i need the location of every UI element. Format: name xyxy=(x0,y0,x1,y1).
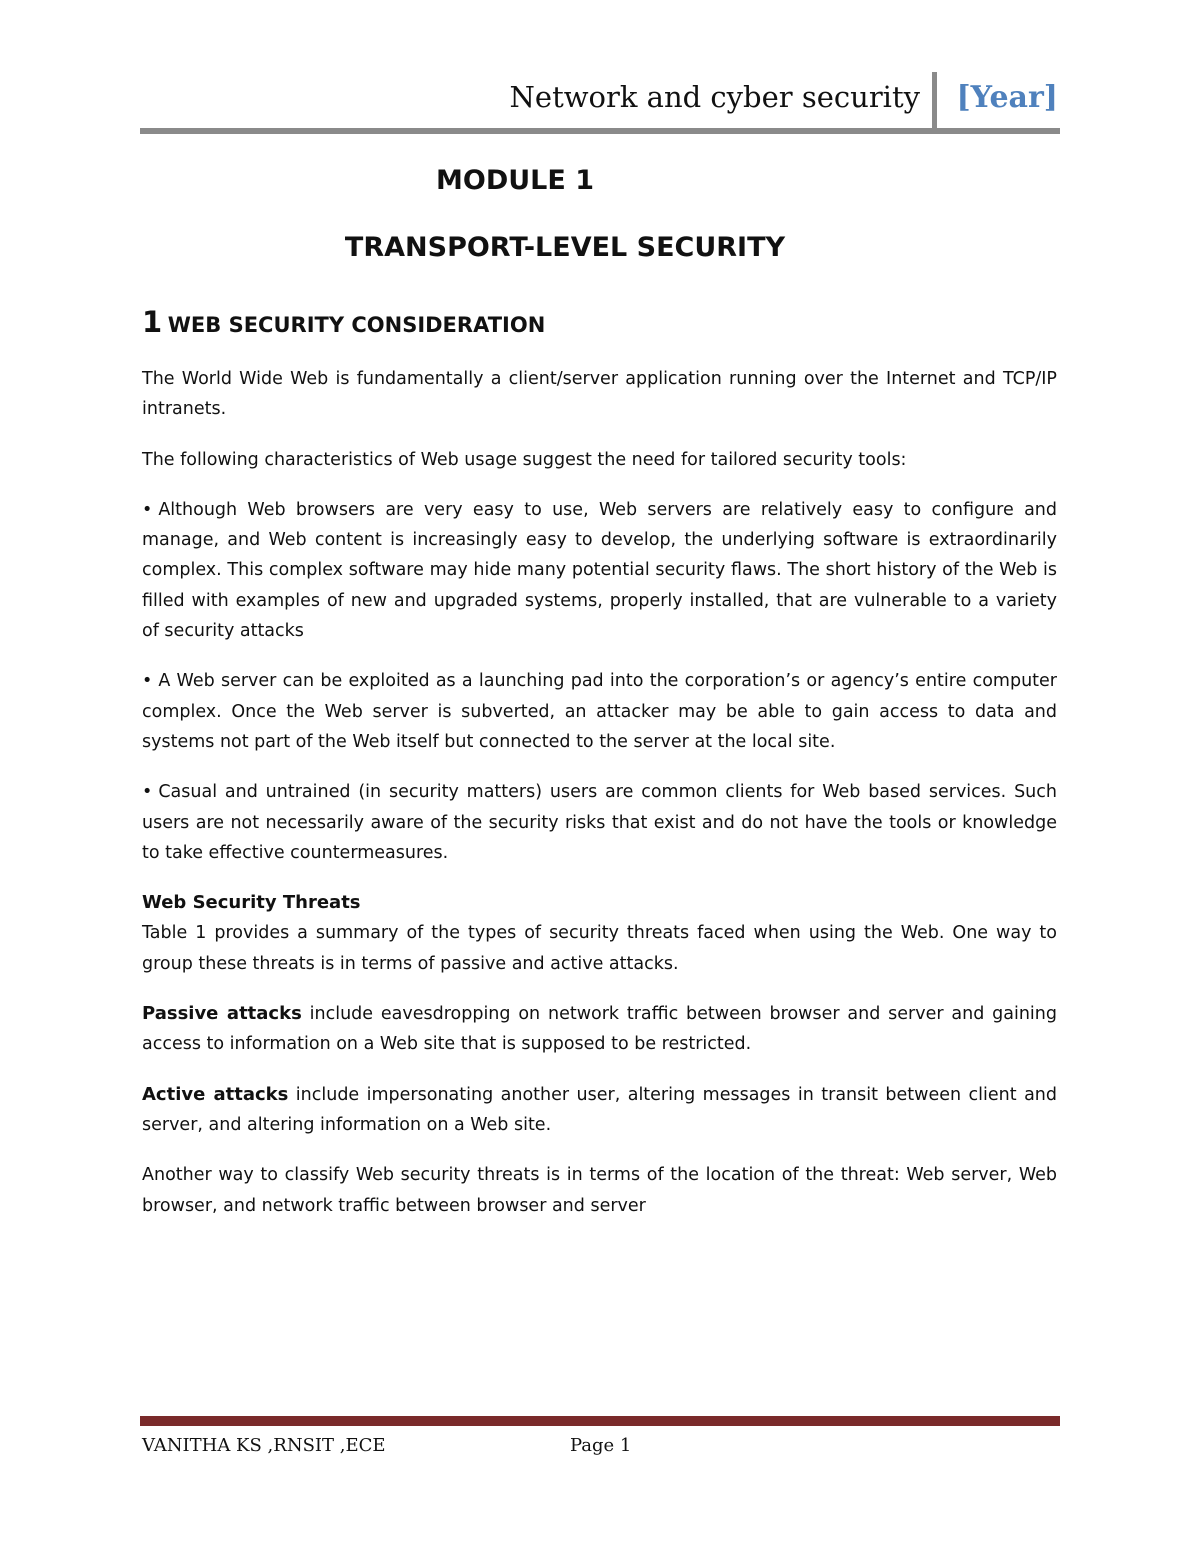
section-heading xyxy=(142,305,545,339)
bullet-icon: • xyxy=(142,782,153,803)
chapter-title: TRANSPORT-LEVEL SECURITY xyxy=(344,232,786,263)
footer-rule xyxy=(140,1416,1060,1426)
paragraph-intro: The World Wide Web is fundamentally a client/server application running over the Internet and TCP/IP intranets. xyxy=(142,369,1057,420)
passive-term: Passive attacks xyxy=(142,1003,302,1025)
paragraph-passive xyxy=(142,999,1057,1060)
bullet-text-3: Casual and untrained (in security matters) users are common clients for Web based services. Such users are not necessarily aware of the security risks that exist and do not have the tools or knowledge to take effective countermeasures. xyxy=(142,782,1057,863)
module-title: MODULE 1 xyxy=(436,165,594,196)
bullet-item-1 xyxy=(142,495,1057,646)
paragraph-active xyxy=(142,1080,1057,1141)
paragraph-classify: Another way to classify Web security threats is in terms of the location of the threat: Web server, Web browser, and network traffic between browser and server xyxy=(142,1165,1057,1216)
header-year: [Year] xyxy=(956,80,1058,115)
passive-text: include eavesdropping on network traffic between browser and server and gaining access to information on a Web site that is supposed to be restricted. xyxy=(142,1004,1057,1055)
document-body xyxy=(142,364,1057,1241)
active-text: include impersonating another user, altering messages in transit between client and server, and altering information on a Web site. xyxy=(142,1084,1057,1135)
footer-page-number: Page 1 xyxy=(570,1435,632,1456)
bullet-text-2: A Web server can be exploited as a launching pad into the corporation’s or agency’s entire computer complex. Once the Web server is subverted, an attacker may be able to gain access to data and systems not part of the Web itself but connected to the server at the local site. xyxy=(142,671,1057,752)
active-term: Active attacks xyxy=(142,1083,289,1105)
bullet-text-1: Although Web browsers are very easy to use, Web servers are relatively easy to configure and manage, and Web content is increasingly easy to develop, the underlying software is extraordinarily complex. This complex software may hide many potential security flaws. The short history of the Web is filled with examples of new and upgraded systems, properly installed, that are vulnerable to a variety of security attacks xyxy=(142,499,1057,642)
page-header xyxy=(140,72,1060,134)
header-title: Network and cyber security xyxy=(509,80,920,114)
paragraph-characteristics: The following characteristics of Web usage suggest the need for tailored security tools: xyxy=(142,449,907,470)
bullet-icon: • xyxy=(142,499,153,520)
header-rule xyxy=(140,128,1060,134)
threats-heading: Web Security Threats xyxy=(142,892,361,914)
section-title: WEB SECURITY CONSIDERATION xyxy=(167,313,546,337)
footer-author: VANITHA KS ,RNSIT ,ECE xyxy=(142,1435,386,1456)
paragraph-table-summary: Table 1 provides a summary of the types of security threats faced when using the Web. One way to group these threats is in terms of passive and active attacks. xyxy=(142,923,1057,974)
bullet-item-2 xyxy=(142,666,1057,757)
bullet-icon: • xyxy=(142,671,153,692)
section-number: 1 xyxy=(142,305,163,339)
bullet-item-3 xyxy=(142,777,1057,868)
header-separator xyxy=(932,72,937,128)
